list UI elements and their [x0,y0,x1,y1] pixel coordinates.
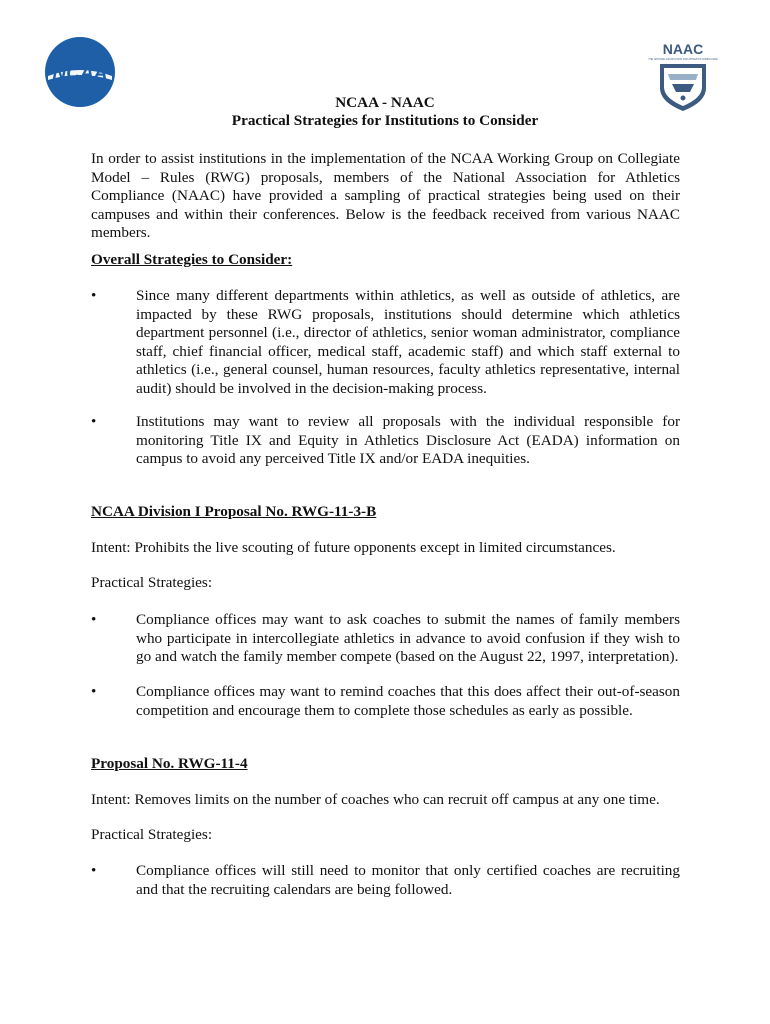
practical-strategies-label: Practical Strategies: [91,826,213,843]
bullet-icon: • [91,862,97,879]
bullet-icon: • [91,413,97,430]
document-subtitle: Practical Strategies for Institutions to Consider [231,112,539,129]
proposal-rwg-11-3-b-intent: Intent: Prohibits the live scouting of future opponents except in limited circumstances. [91,539,616,556]
intro-paragraph: In order to assist institutions in the implementation of the NCAA Working Group on Collegiate Model – Rules (RWG) proposals, members of the National Association for Athletics Compliance (NAAC) have provided a sampling of practical strategies being used on their campuses and within their conferences. Below is the feedback received from various NAAC members. [91,150,680,241]
bullet-text: Compliance offices will still need to monitor that only certified coaches are recruiting and that the recruiting calendars are being followed. [136,862,680,898]
bullet-text: Since many different departments within athletics, as well as outside of athletics, are impacted by these RWG proposals, institutions should determine which athletics department personnel (i.e., director of athletics, senior woman administrator, compliance staff, chief financial officer, medical staff, academic staff) and which staff external to athletics (i.e., general counsel, human resources, faculty athletics representative, internal audit) should be involved in the decision-making process. [136,287,680,397]
practical-strategies-label: Practical Strategies: [91,574,213,591]
bullet-icon: • [91,611,97,628]
document-title: NCAA - NAAC [335,94,435,111]
bullet-text: Institutions may want to review all proposals with the individual responsible for monitoring Title IX and Equity in Athletics Disclosure Act (EADA) information on campus to avoid any perceived Title IX and/or EADA inequities. [136,413,680,467]
proposal-rwg-11-4-intent: Intent: Removes limits on the number of coaches who can recruit off campus at any one time. [91,791,660,808]
bullet-icon: • [91,287,97,304]
bullet-text: Compliance offices may want to remind coaches that this does affect their out-of-season competition and encourage them to complete those schedules as early as possible. [136,683,680,719]
bullet-text: Compliance offices may want to ask coaches to submit the names of family members who participate in intercollegiate athletics in advance to avoid confusion if they wish to go and watch the family member compete (based on the August 22, 1997, interpretation). [136,611,680,665]
ncaa-logo-text: NCAA [52,63,108,84]
naac-logo-text: NAAC [662,41,704,57]
overall-strategies-heading: Overall Strategies to Consider: [91,251,293,268]
bullet-icon: • [91,683,97,700]
naac-logo-subtext: THE NATIONAL ASSOCIATION FOR ATHLETICS COMPLIANCE [648,58,718,61]
proposal-rwg-11-4-heading: Proposal No. RWG-11-4 [91,755,248,772]
proposal-rwg-11-3-b-heading: NCAA Division I Proposal No. RWG-11-3-B [91,503,377,520]
